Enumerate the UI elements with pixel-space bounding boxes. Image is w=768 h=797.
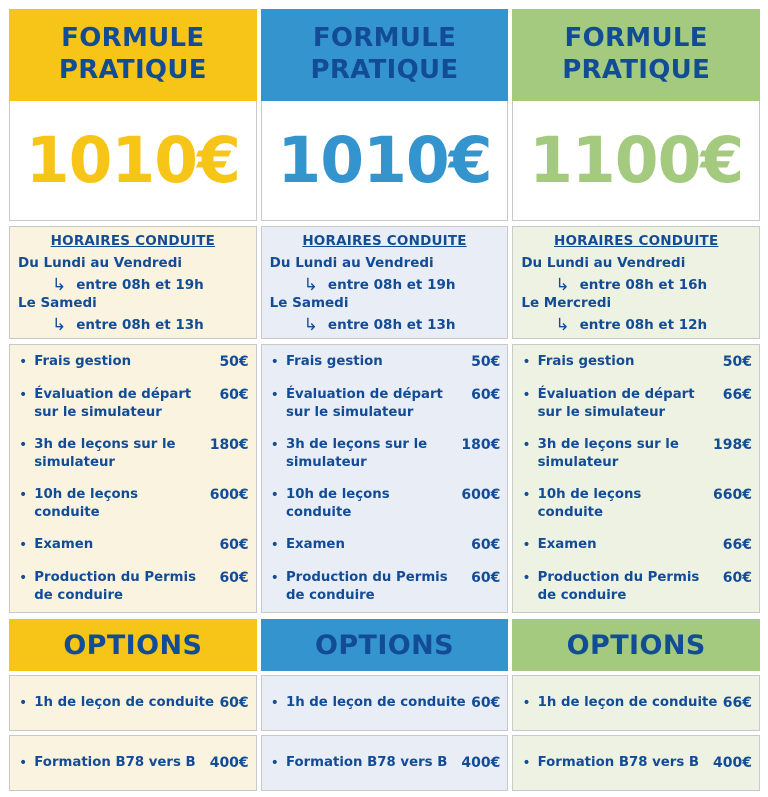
- bullet-icon: •: [19, 387, 28, 404]
- schedule-hours-primary: [270, 273, 500, 295]
- arrow-down-right-icon: ↳: [555, 315, 570, 336]
- schedule-hours-text: entre 08h et 19h: [327, 276, 456, 293]
- item-label: Examen: [285, 537, 345, 553]
- list-item: [520, 535, 752, 556]
- bullet-icon: •: [522, 754, 531, 771]
- item-label: Frais gestion: [285, 354, 383, 369]
- item-label: Examen: [34, 537, 94, 553]
- list-item: [17, 352, 249, 373]
- option-price: 66€: [722, 694, 753, 711]
- option-price: 400€: [461, 754, 501, 771]
- list-item: [17, 485, 249, 523]
- list-item: [17, 535, 249, 556]
- plan-column-green: [512, 9, 760, 791]
- options-title-banner: OPTIONS: [512, 619, 760, 671]
- item-price: 66€: [722, 387, 753, 404]
- list-item: [520, 753, 752, 774]
- bullet-icon: •: [270, 537, 279, 554]
- plan-title-line-1: FORMULE: [61, 23, 205, 54]
- price-box: [261, 101, 509, 221]
- item-label: Évaluation de départ sur le simulateur: [285, 387, 443, 421]
- item-label: Production du Permis de conduire: [34, 570, 196, 604]
- bullet-icon: •: [270, 487, 279, 504]
- plan-price: 1010€: [277, 124, 492, 197]
- item-price: 60€: [219, 537, 249, 554]
- item-label: Production du Permis de conduire: [285, 570, 448, 604]
- bullet-icon: •: [522, 487, 531, 504]
- list-item: [269, 385, 501, 423]
- item-price: 60€: [722, 570, 753, 587]
- included-items-list: [261, 344, 509, 613]
- plan-price: 1100€: [529, 124, 744, 197]
- list-item: [17, 385, 249, 423]
- bullet-icon: •: [19, 487, 28, 504]
- item-price: 180€: [209, 437, 249, 454]
- item-price: 60€: [471, 570, 501, 587]
- bullet-icon: •: [522, 354, 531, 370]
- bullet-icon: •: [270, 437, 279, 454]
- list-item: [17, 753, 249, 774]
- option-price: 60€: [219, 694, 249, 711]
- item-label: 10h de leçons conduite: [34, 487, 139, 520]
- item-price: 66€: [722, 537, 753, 554]
- list-item: [17, 568, 249, 606]
- schedule-title: HORAIRES CONDUITE: [553, 233, 719, 249]
- item-price: 50€: [471, 354, 501, 370]
- plan-title-banner: [9, 9, 257, 101]
- option-label: 1h de leçon de conduite: [537, 694, 718, 710]
- bullet-icon: •: [19, 694, 28, 711]
- list-item: [269, 352, 501, 373]
- schedule-hours-primary: [521, 273, 751, 295]
- item-label: Production du Permis de conduire: [537, 570, 700, 604]
- item-label: Évaluation de départ sur le simulateur: [34, 387, 192, 421]
- bullet-icon: •: [270, 754, 279, 771]
- included-items-list: [512, 344, 760, 613]
- schedule-hours-text: entre 08h et 16h: [579, 276, 708, 293]
- item-label: 10h de leçons conduite: [285, 487, 390, 520]
- item-price: 60€: [219, 387, 249, 404]
- item-price: 60€: [471, 537, 501, 554]
- bullet-icon: •: [522, 694, 531, 711]
- arrow-down-right-icon: ↳: [52, 315, 67, 336]
- options-title-banner: OPTIONS: [9, 619, 257, 671]
- schedule-day-secondary: Le Samedi: [18, 295, 97, 312]
- schedule-hours-text: entre 08h et 19h: [76, 276, 204, 293]
- bullet-icon: •: [19, 537, 28, 554]
- bullet-icon: •: [522, 537, 531, 554]
- schedule-hours-secondary: [18, 313, 248, 335]
- schedule-box: [9, 226, 257, 339]
- list-item: [269, 485, 501, 523]
- plan-title-banner: [261, 9, 509, 101]
- list-item: [520, 385, 752, 423]
- item-price: 600€: [461, 487, 501, 504]
- schedule-title: HORAIRES CONDUITE: [302, 233, 467, 249]
- item-price: 50€: [219, 354, 249, 370]
- list-item: [269, 753, 501, 774]
- bullet-icon: •: [19, 754, 28, 771]
- option-item: [512, 735, 760, 791]
- schedule-hours-text: entre 08h et 13h: [76, 317, 204, 334]
- bullet-icon: •: [270, 354, 279, 370]
- list-item: [520, 352, 752, 373]
- option-item: [9, 735, 257, 791]
- bullet-icon: •: [19, 354, 28, 370]
- schedule-hours-text: entre 08h et 12h: [579, 317, 708, 334]
- plan-column-blue: [261, 9, 509, 791]
- list-item: [17, 693, 249, 714]
- option-item: [261, 735, 509, 791]
- bullet-icon: •: [19, 437, 28, 454]
- list-item: [269, 535, 501, 556]
- item-price: 660€: [713, 487, 753, 504]
- list-item: [520, 485, 752, 523]
- item-price: 198€: [713, 437, 753, 454]
- schedule-day-primary: Du Lundi au Vendredi: [269, 255, 434, 271]
- included-items-list: [9, 344, 257, 613]
- option-item: [9, 675, 257, 731]
- item-price: 600€: [209, 487, 249, 504]
- plan-price: 1010€: [25, 124, 240, 197]
- plan-title-line-2: PRATIQUE: [310, 55, 459, 85]
- schedule-hours-secondary: [521, 313, 751, 335]
- schedule-day-primary: Du Lundi au Vendredi: [521, 255, 686, 271]
- item-label: Évaluation de départ sur le simulateur: [537, 387, 695, 421]
- bullet-icon: •: [270, 570, 279, 587]
- item-label: Examen: [537, 537, 597, 553]
- bullet-icon: •: [522, 570, 531, 587]
- arrow-down-right-icon: ↳: [52, 274, 67, 295]
- list-item: [520, 435, 752, 473]
- arrow-down-right-icon: ↳: [303, 274, 318, 295]
- option-label: Formation B78 vers B: [34, 754, 196, 770]
- option-label: 1h de leçon de conduite: [34, 694, 215, 710]
- bullet-icon: •: [270, 694, 279, 711]
- item-label: 3h de leçons sur le simulateur: [285, 437, 428, 471]
- list-item: [520, 568, 752, 606]
- plan-column-yellow: [9, 9, 257, 791]
- option-item: [512, 675, 760, 731]
- option-price: 400€: [713, 754, 753, 771]
- item-price: 60€: [471, 387, 501, 404]
- schedule-hours-text: entre 08h et 13h: [327, 317, 456, 334]
- bullet-icon: •: [522, 437, 531, 454]
- list-item: [269, 568, 501, 606]
- item-label: 10h de leçons conduite: [537, 487, 642, 520]
- item-label: Frais gestion: [34, 354, 132, 369]
- plan-title-banner: [512, 9, 760, 101]
- item-price: 180€: [461, 437, 501, 454]
- schedule-hours-secondary: [270, 313, 500, 335]
- plan-title-line-1: FORMULE: [564, 23, 708, 54]
- bullet-icon: •: [522, 387, 531, 404]
- option-price: 60€: [471, 694, 501, 711]
- arrow-down-right-icon: ↳: [555, 274, 570, 295]
- plan-title-line-2: PRATIQUE: [58, 55, 207, 85]
- schedule-day-secondary: Le Samedi: [269, 295, 349, 312]
- list-item: [17, 435, 249, 473]
- list-item: [269, 693, 501, 714]
- item-label: 3h de leçons sur le simulateur: [34, 437, 176, 471]
- option-item: [261, 675, 509, 731]
- options-title-banner: OPTIONS: [261, 619, 509, 671]
- option-label: 1h de leçon de conduite: [285, 694, 466, 710]
- plan-title-line-2: PRATIQUE: [562, 55, 711, 85]
- item-price: 60€: [219, 570, 249, 587]
- schedule-title: HORAIRES CONDUITE: [50, 233, 216, 249]
- option-label: Formation B78 vers B: [285, 754, 448, 770]
- item-label: 3h de leçons sur le simulateur: [537, 437, 679, 471]
- bullet-icon: •: [19, 570, 28, 587]
- item-price: 50€: [722, 354, 753, 370]
- schedule-hours-primary: [18, 273, 248, 295]
- schedule-box: [261, 226, 509, 339]
- price-box: [512, 101, 760, 221]
- arrow-down-right-icon: ↳: [303, 315, 318, 336]
- item-label: Frais gestion: [537, 354, 635, 369]
- schedule-day-primary: Du Lundi au Vendredi: [18, 255, 182, 271]
- list-item: [269, 435, 501, 473]
- bullet-icon: •: [270, 387, 279, 404]
- option-label: Formation B78 vers B: [537, 754, 700, 770]
- price-box: [9, 101, 257, 221]
- schedule-day-secondary: Le Mercredi: [521, 295, 612, 312]
- option-price: 400€: [209, 754, 249, 771]
- list-item: [520, 693, 752, 714]
- schedule-box: [512, 226, 760, 339]
- plan-title-line-1: FORMULE: [312, 23, 457, 54]
